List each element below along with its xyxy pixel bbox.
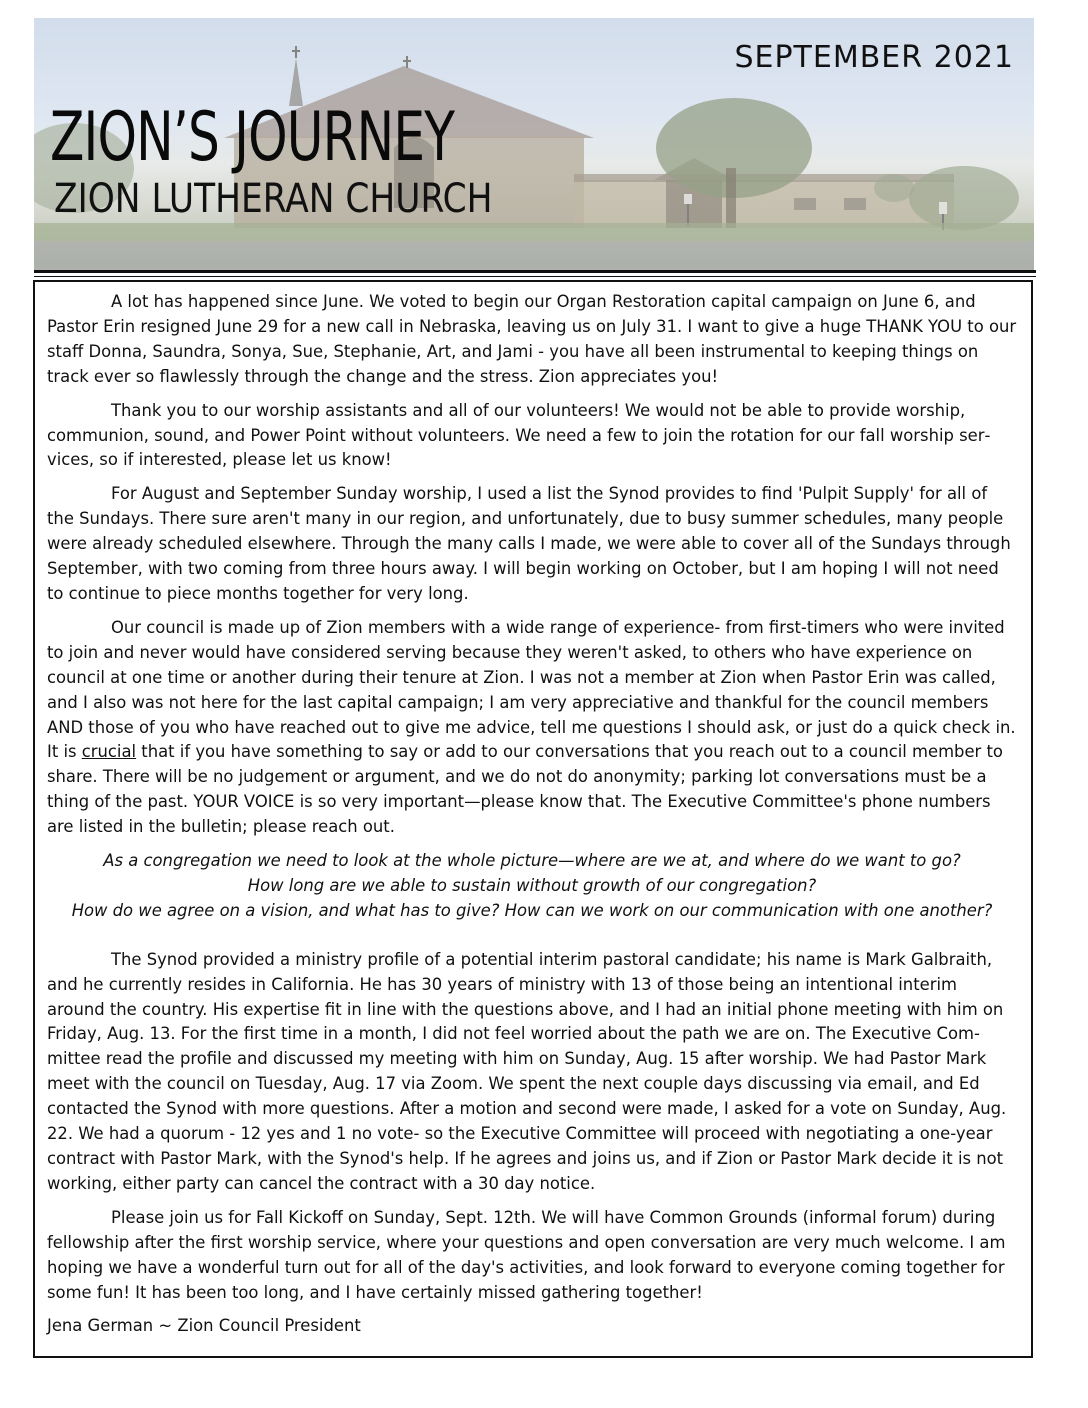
paragraph-text: Our council is made up of Zion members with a wide range of experience- from first-timers who were invited to join and never would have considered serving because they weren't asked, to others who have experience on council at one time or another during their tenure at Zion. I was not a member at Zion when Pastor Erin was called, and I also was not here for the last capital campaign; I am very appreciative and thankful for the council members AND those of you who have reached out to give me advice, tell me questions I should ask, or just do a quick check in. It is	[47, 617, 1016, 762]
header-banner	[34, 18, 1034, 270]
letter-paragraph	[47, 616, 1017, 840]
letter-paragraph: Please join us for Fall Kickoff on Sunday, Sept. 12th. We will have Common Grounds (informal forum) during fellowship after the first worship service, where your questions and open conversation are very much welcome. I am hoping we have a wonderful turn out for all of the day's activities, and look forward to everyone coming together for some fun! It has been too long, and I have certainly missed gathering together!	[47, 1207, 1006, 1302]
letter-paragraph: The Synod provided a ministry profile of a potential interim pastoral candidate; his name is Mark Galbraith, and he currently resides in California. He has 30 years of ministry with 13 of those being an intentional interim around the country. His expertise fit in line with the questions above, and I had an initial phone meeting with him on Friday, Aug. 13. For the first time in a month, I did not feel worried about the path we are on. The Executive Committee read the profile and discussed my meeting with him on Sunday, Aug. 15 after worship. We had Pastor Mark meet with the council on Tuesday, Aug. 17 via Zoom. We spent the next couple days discussing via email, and Ed contacted the Synod with more questions. After a motion and second were made, I asked for a vote on Sunday, Aug. 22. We had a quorum - 12 yes and 1 no vote- so the Executive Committee will proceed with negotiating a one-year contract with Pastor Mark, with the Synod's help. If he agrees and joins us, and if Zion or Pastor Mark decide it is not working, either party can cancel the contract with a 30 day notice.	[47, 949, 1007, 1193]
issue-date: SEPTEMBER 2021	[734, 40, 1014, 75]
paragraph-text: that if you have something to say or add to our conversations that you reach out to a council member to share. There will be no judgement or argument, and we do not do anonymity; parking lot conversations must be a thing of the past. YOUR VOICE is so very important—please know that. The Executive Committee's phone numbers are listed in the bulletin; please reach out.	[47, 742, 1003, 837]
letter-paragraph: For August and September Sunday worship, I used a list the Synod provides to find 'Pulpit Supply' for all of the Sundays. There sure aren't many in our region, and unfortunately, due to busy summer schedules, many people were already scheduled elsewhere. Through the many calls I made, we were able to cover all of the Sundays through September, with two coming from three hours away. I will begin working on October, but I am hoping I will not need to continue to piece months together for very long.	[47, 484, 1011, 603]
question-line: How do we agree on a vision, and what has to give? How can we work on our communication with one another?	[71, 900, 993, 920]
signature: Jena German ~ Zion Council President	[47, 1316, 361, 1336]
header-divider-thin	[34, 276, 1036, 277]
italic-questions	[47, 849, 1017, 924]
newsletter-title: ZION’S JOURNEY	[50, 98, 455, 177]
question-line: How long are we able to sustain without growth of our congregation?	[247, 875, 817, 895]
question-line: As a congregation we need to look at the whole picture—where are we at, and where do we want to go?	[103, 851, 961, 871]
letter-paragraph: Thank you to our worship assistants and all of our volunteers! We would not be able to provide worship, communion, sound, and Power Point without volunteers. We need a few to join the rotation for our fall worship services, so if interested, please let us know!	[47, 400, 991, 470]
president-letter	[33, 280, 1033, 1358]
letter-paragraph: A lot has happened since June. We voted to begin our Organ Restoration capital campaign on June 6, and Pastor Erin resigned June 29 for a new call in Nebraska, leaving us on July 31. I want to give a huge THANK YOU to our staff Donna, Saundra, Sonya, Sue, Stephanie, Art, and Jami - you have all been instrumental to keeping things on track ever so flawlessly through the change and the stress. Zion appreciates you!	[47, 292, 1017, 386]
church-name: ZION LUTHERAN CHURCH	[54, 176, 493, 222]
header-divider-thick	[34, 270, 1036, 273]
underlined-word: crucial	[81, 742, 137, 762]
